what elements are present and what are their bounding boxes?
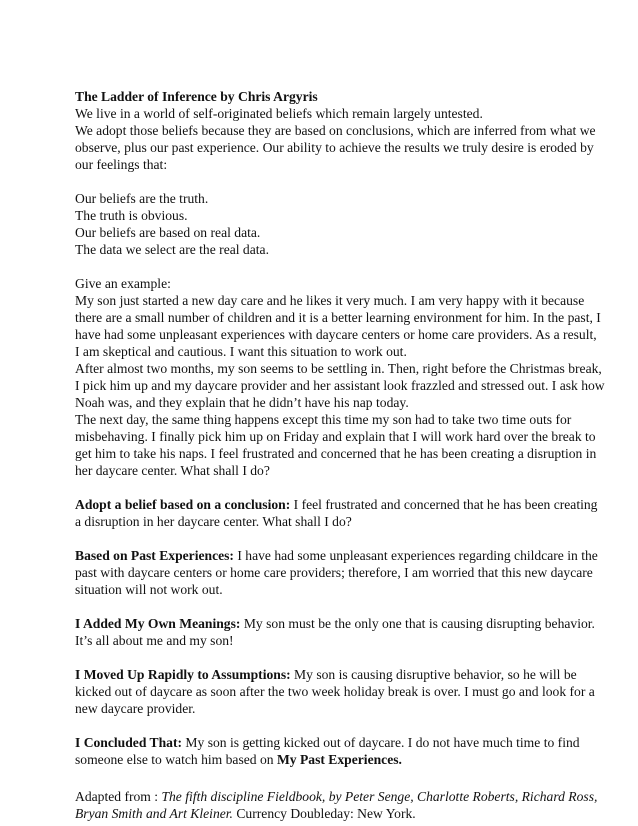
- intro-line: observe, plus our past experience. Our ability to achieve the results we truly desire is eroded by: [75, 140, 594, 155]
- step-text: someone else to watch him based on: [75, 752, 277, 767]
- step-line: [75, 752, 402, 769]
- step-label: I Added My Own Meanings:: [75, 616, 241, 631]
- step-text: My son is getting kicked out of daycare. I do not have much time to find: [182, 735, 580, 750]
- step-line: a disruption in her daycare center. What shall I do?: [75, 514, 352, 529]
- document-title: The Ladder of Inference by Chris Argyris: [75, 89, 318, 104]
- step-text: My son must be the only one that is causing disrupting behavior.: [240, 616, 595, 631]
- step-line: [75, 497, 597, 514]
- intro-line: We live in a world of self-originated beliefs which remain largely untested.: [75, 106, 483, 121]
- intro-line: We adopt those beliefs because they are based on conclusions, which are inferred from what we: [75, 123, 596, 138]
- example-line: The next day, the same thing happens except this time my son had to take two time outs for: [75, 412, 572, 427]
- example-line: I am skeptical and cautious. I want this situation to work out.: [75, 344, 407, 359]
- citation-title: The fifth discipline Fieldbook, by Peter Senge, Charlotte Roberts, Richard Ross,: [161, 789, 598, 804]
- step-line: [75, 667, 577, 684]
- step-line: It’s all about me and my son!: [75, 633, 234, 648]
- step-line: [75, 616, 595, 633]
- step-line: new daycare provider.: [75, 701, 196, 716]
- example-line: Noah was, and they explain that he didn’t have his nap today.: [75, 395, 409, 410]
- example-line: there are a small number of children and it is a better learning environment for him. In the past, I: [75, 310, 601, 325]
- step-line: [75, 548, 598, 565]
- emphasis-text: My Past Experiences.: [276, 752, 402, 767]
- citation-line: [75, 789, 597, 806]
- example-line: her daycare center. What shall I do?: [75, 463, 270, 478]
- citation-authors: Bryan Smith and Art Kleiner.: [75, 806, 233, 821]
- step-line: kicked out of daycare as soon after the two week holiday break is over. I must go and look for a: [75, 684, 595, 699]
- example-line: My son just started a new day care and he likes it very much. I am very happy with it because: [75, 293, 585, 308]
- step-text: I have had some unpleasant experiences regarding childcare in the: [233, 548, 598, 563]
- belief-line: The data we select are the real data.: [75, 242, 269, 257]
- step-label: Adopt a belief based on a conclusion:: [75, 497, 291, 512]
- step-line: situation will not work out.: [75, 582, 223, 597]
- belief-line: Our beliefs are based on real data.: [75, 225, 261, 240]
- example-line: have had some unpleasant experiences with daycare centers or home care providers. As a result,: [75, 327, 597, 342]
- intro-line: our feelings that:: [75, 157, 168, 172]
- step-text: I feel frustrated and concerned that he has been creating: [290, 497, 598, 512]
- citation-prefix: Adapted from :: [75, 789, 162, 804]
- example-line: I pick him up and my daycare provider and her assistant look frazzled and stressed out. I ask how: [75, 378, 605, 393]
- example-line: misbehaving. I finally pick him up on Friday and explain that I will work hard over the break to: [75, 429, 596, 444]
- step-line: [75, 735, 580, 752]
- step-text: My son is causing disruptive behavior, so he will be: [290, 667, 577, 682]
- step-label: I Concluded That:: [75, 735, 183, 750]
- belief-line: Our beliefs are the truth.: [75, 191, 209, 206]
- example-heading: Give an example:: [75, 276, 171, 291]
- step-label: Based on Past Experiences:: [75, 548, 234, 563]
- step-label: I Moved Up Rapidly to Assumptions:: [75, 667, 291, 682]
- citation-publisher: Currency Doubleday: New York.: [232, 806, 416, 821]
- example-line: get him to take his naps. I feel frustrated and concerned that he has been creating a disruption in: [75, 446, 597, 461]
- step-line: past with daycare centers or home care providers; therefore, I am worried that this new daycare: [75, 565, 593, 580]
- citation-line: [75, 806, 416, 823]
- belief-line: The truth is obvious.: [75, 208, 188, 223]
- example-line: After almost two months, my son seems to be settling in. Then, right before the Christmas break,: [75, 361, 602, 376]
